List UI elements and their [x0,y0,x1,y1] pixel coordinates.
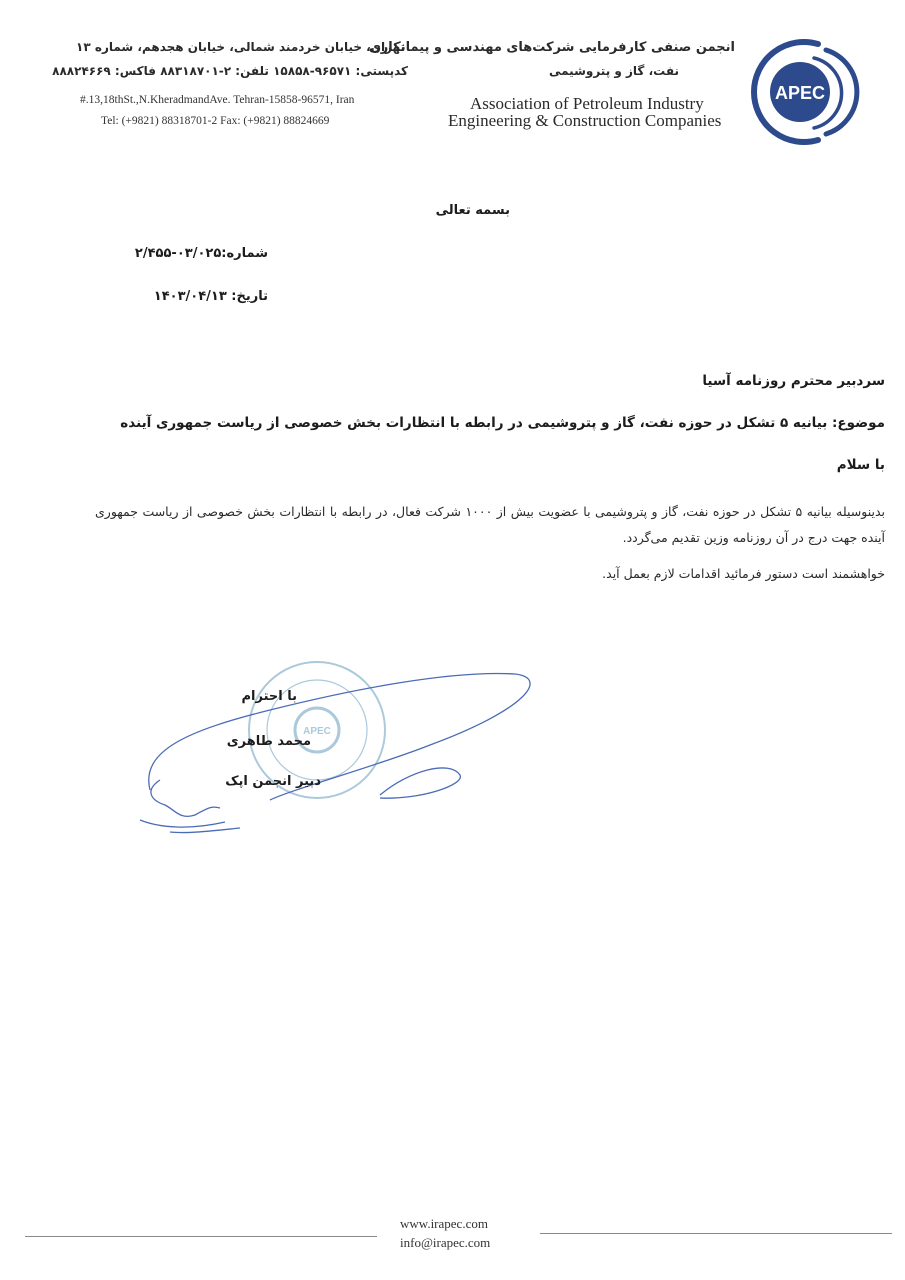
address-fa-line1: تهران، خیابان خردمند شمالی، خیابان هجدهم، شماره ۱۳ [76,40,405,54]
closing: با احترام [241,689,297,704]
greeting: با سلام [836,457,885,473]
body-paragraph: بدینوسیله بیانیه ۵ تشکل در حوزه نفت، گاز و پتروشیمی با عضویت بیش از ۱۰۰۰ شرکت فعال، در رابطه با انتظارات بخش خصوصی از ریاست جمهوری آینده جهت درج در آن روزنامه وزین تقدیم می‌گردد. [95,504,885,545]
recipient: سردبیر محترم روزنامه آسیا [702,373,885,389]
reference-number: شماره:۰۳/۰۲۵-۲/۴۵۵ [134,246,268,261]
apec-logo-icon [748,36,876,148]
org-name-fa-line1: انجمن صنفی کارفرمایی شرکت‌های مهندسی و پیمانکاری [368,40,735,55]
footer-divider-left [25,1236,377,1237]
org-name-en-line2: Engineering & Construction Companies [448,111,722,130]
address-fa-line2: کدپستی: ۹۶۵۷۱-۱۵۸۵۸ تلفن: ۲-۸۸۳۱۸۷۰۱ فاکس: ۸۸۸۲۴۶۶۹ [52,64,408,78]
subject-line: موضوع: بیانیه ۵ تشکل در حوزه نفت، گاز و پتروشیمی در رابطه با انتظارات بخش خصوصی از ریاست جمهوری آینده [120,415,885,431]
svg-text:APEC: APEC [303,726,331,737]
org-name-fa-line2: نفت، گاز و پتروشیمی [548,64,679,78]
request-line: خواهشمند است دستور فرمائید اقدامات لازم بعمل آید. [602,566,885,581]
letter-date: تاریخ: ۱۴۰۳/۰۴/۱۳ [153,289,268,304]
signer-name: محمد طاهری [226,734,311,749]
signer-title: دبیر انجمن اپک [225,774,321,789]
footer-website-link[interactable]: www.irapec.com [400,1216,488,1231]
handwritten-signature-icon [140,673,530,832]
signature-and-stamp [130,650,560,850]
footer-email-link[interactable]: info@irapec.com [400,1235,491,1250]
svg-text:APEC: APEC [774,83,826,103]
footer-divider-right [540,1233,892,1234]
apec-logo [748,36,876,148]
address-en-line1: #.13,18thSt.,N.KheradmandAve. Tehran-15858-96571, Iran [80,94,355,106]
org-name-en-line1: Association of Petroleum Industry [470,94,704,113]
address-en-line2: Tel: (+9821) 88318701-2 Fax: (+9821) 88824669 [101,115,330,127]
invocation: بسمه تعالی [435,203,510,218]
